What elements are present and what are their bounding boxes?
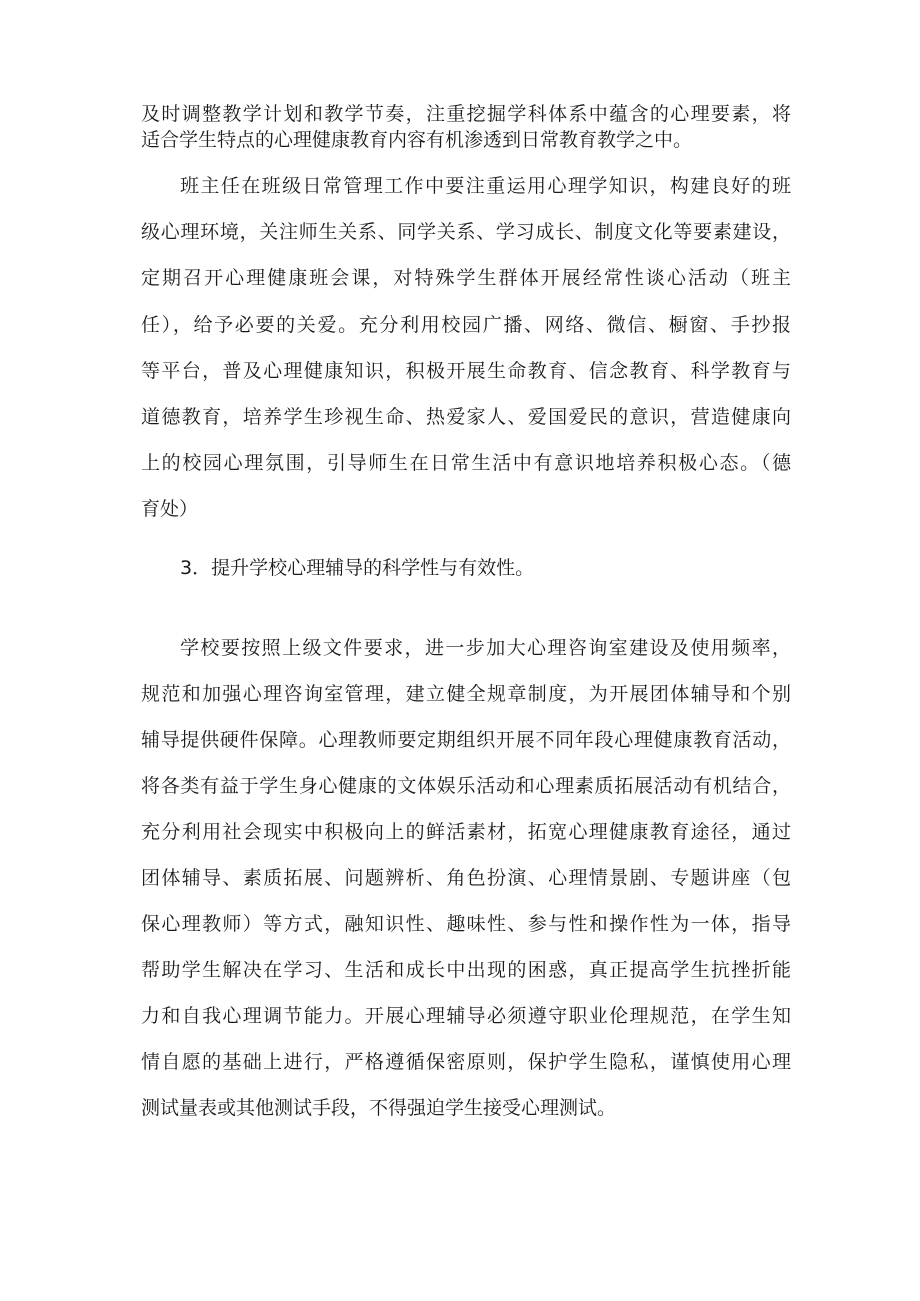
paragraph-line: 学校要按照上级文件要求，进一步加大心理咨询室建设及使用频率， [180,637,791,659]
paragraph-line: 规范和加强心理咨询室管理，建立健全规章制度，为开展团体辅导和个别 [141,683,791,705]
paragraph-line: 将各类有益于学生身心健康的文体娱乐活动和心理素质拓展活动有机结合， [141,775,791,797]
paragraph-line: 充分利用社会现实中积极向上的鲜活素材，拓宽心理健康教育途径，通过 [141,821,791,843]
paragraph-line: 上的校园心理氛围，引导师生在日常生活中有意识地培养积极心态。（德 [141,452,791,474]
paragraph-line: 任），给予必要的关爱。充分利用校园广播、网络、微信、橱窗、手抄报 [141,314,791,336]
paragraph-line: 辅导提供硬件保障。心理教师要定期组织开展不同年段心理健康教育活动， [141,729,791,751]
section-heading: 3．提升学校心理辅导的科学性与有效性。 [180,557,535,579]
paragraph-line: 情自愿的基础上进行，严格遵循保密原则，保护学生隐私，谨慎使用心理 [141,1051,791,1073]
paragraph-line: 道德教育，培养学生珍视生命、热爱家人、爱国爱民的意识，营造健康向 [141,406,791,428]
paragraph-line: 级心理环境，关注师生关系、同学关系、学习成长、制度文化等要素建设， [141,221,791,243]
paragraph-line: 育处） [141,498,199,520]
paragraph-line: 等平台，普及心理健康知识，积极开展生命教育、信念教育、科学教育与 [141,360,791,382]
paragraph-line: 适合学生特点的心理健康教育内容有机渗透到日常教育教学之中。 [141,129,693,151]
paragraph-line: 及时调整教学计划和教学节奏，注重挖掘学科体系中蕴含的心理要素，将 [141,103,791,125]
paragraph-line: 定期召开心理健康班会课，对特殊学生群体开展经常性谈心活动（班主 [141,267,791,289]
paragraph-line: 保心理教师）等方式，融知识性、趣味性、参与性和操作性为一体，指导 [141,913,791,935]
paragraph-line: 力和自我心理调节能力。开展心理辅导必须遵守职业伦理规范，在学生知 [141,1005,791,1027]
paragraph-line: 帮助学生解决在学习、生活和成长中出现的困惑，真正提高学生抗挫折能 [141,959,791,981]
paragraph-line: 班主任在班级日常管理工作中要注重运用心理学知识，构建良好的班 [180,175,791,197]
paragraph-line: 测试量表或其他测试手段，不得强迫学生接受心理测试。 [141,1097,617,1119]
paragraph-line: 团体辅导、素质拓展、问题辨析、角色扮演、心理情景剧、专题讲座（包 [141,867,791,889]
